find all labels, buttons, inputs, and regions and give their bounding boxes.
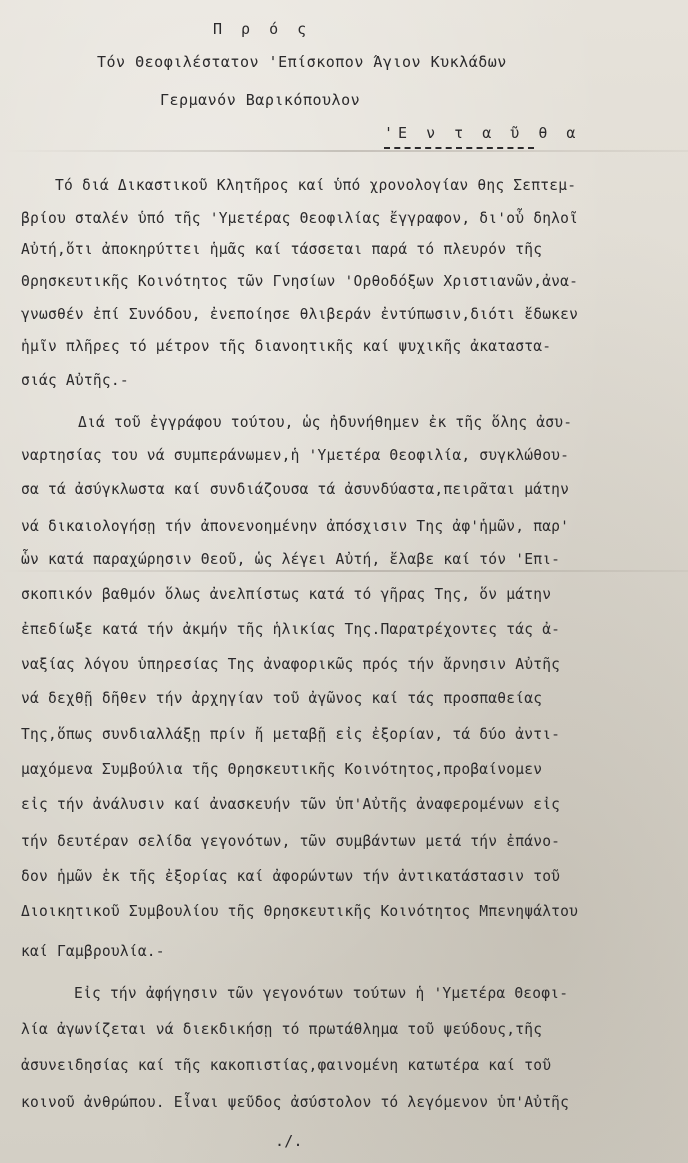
- body-line: σα τά ἀσύγκλωστα καί συνδιάζουσα τά ἀσυνδύαστα,πειρᾶται μάτην: [21, 481, 570, 498]
- body-line: σκοπικόν βαθμόν ὅλως ἀνελπίστως κατά τό γῆρας Της, ὅν μάτην: [21, 586, 552, 603]
- addressee-title: Τόν Θεοφιλέστατον 'Επίσκοπον Άγιον Κυκλάδων: [97, 53, 507, 71]
- body-line: ἡμῖν πλῆρες τό μέτρον τῆς διανοητικῆς καί ψυχικῆς ἀκαταστα-: [21, 338, 552, 355]
- body-line: Εἰς τήν ἀφήγησιν τῶν γεγονότων τούτων ἡ 'Υμετέρα Θεοφι-: [74, 985, 569, 1002]
- body-line: σιάς Αὐτῆς.-: [21, 372, 129, 389]
- body-line: τήν δευτέραν σελίδα γεγονότων, τῶν συμβάντων μετά τήν ἐπάνο-: [21, 833, 561, 850]
- body-line: Διά τοῦ ἐγγράφου τούτου, ὡς ἠδυνήθημεν ἐκ τῆς ὅλης ἀσυ-: [78, 414, 573, 431]
- addressee-name: Γερμανόν Βαρικόπουλον: [160, 91, 361, 109]
- body-line: λία ἀγωνίζεται νά διεκδικήσῃ τό πρωτάθλημα τοῦ ψεύδους,τῆς: [21, 1021, 543, 1038]
- body-line: Αὐτή,ὅτι ἀποκηρύττει ἡμᾶς καί τάσσεται παρά τό πλευρόν τῆς: [21, 241, 543, 258]
- body-line: κοινοῦ ἀνθρώπου. Εἶναι ψεῦδος ἀσύστολον τό λεγόμενον ὑπ'Αὐτῆς: [21, 1094, 570, 1111]
- body-line: εἰς τήν ἀνάλυσιν καί ἀνασκευήν τῶν ὑπ'Αὐτῆς ἀναφερομένων εἰς: [21, 796, 561, 813]
- body-line: Της,ὅπως συνδιαλλάξῃ πρίν ἤ μεταβῇ εἰς ἐξορίαν, τά δύο ἀντι-: [21, 726, 561, 743]
- body-line: ἐπεδίωξε κατά τήν ἀκμήν τῆς ἡλικίας Της.Παρατρέχοντες τάς ἀ-: [21, 621, 561, 638]
- body-line: μαχόμενα Συμβούλια τῆς Θρησκευτικῆς Κοινότητος,προβαίνομεν: [21, 761, 543, 778]
- place-underline: [384, 147, 534, 149]
- paper-fold: [0, 150, 688, 152]
- body-line: δον ἡμῶν ἐκ τῆς ἐξορίας καί ἀφορώντων τήν ἀντικατάστασιν τοῦ: [21, 868, 561, 885]
- addressee-place: 'Ε ν τ α ῦ θ α: [384, 124, 581, 142]
- body-line: ἀσυνειδησίας καί τῆς κακοπιστίας,φαινομένη κατωτέρα καί τοῦ: [21, 1057, 552, 1074]
- body-line: ναξίας λόγου ὑπηρεσίας Της ἀναφορικῶς πρός τήν ἄρνησιν Αὐτῆς: [21, 656, 561, 673]
- body-line: Τό διά Δικαστικοῦ Κλητῆρος καί ὑπό χρονολογίαν θης Σεπτεμ-: [55, 177, 577, 194]
- body-line: Θρησκευτικῆς Κοινότητος τῶν Γνησίων 'Ορθοδόξων Χριστιανῶν,ἀνα-: [21, 273, 579, 290]
- paper-fold: [0, 570, 688, 572]
- continuation-mark: ./.: [275, 1132, 303, 1150]
- body-line: Διοικητικοῦ Συμβουλίου τῆς Θρησκευτικῆς Κοινότητος Μπενηψάλτου: [21, 903, 579, 920]
- body-line: βρίου σταλέν ὑπό τῆς 'Υμετέρας Θεοφιλίας ἔγγραφον, δι'οὗ δηλοῖ: [21, 210, 579, 227]
- body-line: καί Γαμβρουλία.-: [21, 943, 165, 960]
- body-line: νά δικαιολογήσῃ τήν ἀπονενοημένην ἀπόσχισιν Της ἀφ'ἡμῶν, παρ': [21, 518, 570, 535]
- body-line: νά δεχθῇ δῆθεν τήν ἀρχηγίαν τοῦ ἀγῶνος καί τάς προσπαθείας: [21, 690, 543, 707]
- body-line: ὧν κατά παραχώρησιν Θεοῦ, ὡς λέγει Αὐτή, ἔλαβε καί τόν 'Επι-: [21, 551, 561, 568]
- salutation-to: Π ρ ό ς: [213, 20, 312, 38]
- body-line: ναρτησίας του νά συμπεράνωμεν,ἡ 'Υμετέρα Θεοφιλία, συγκλώθου-: [21, 447, 570, 464]
- body-line: γνωσθέν ἐπί Συνόδου, ἐνεποίησε θλιβεράν ἐντύπωσιν,διότι ἔδωκεν: [21, 306, 579, 323]
